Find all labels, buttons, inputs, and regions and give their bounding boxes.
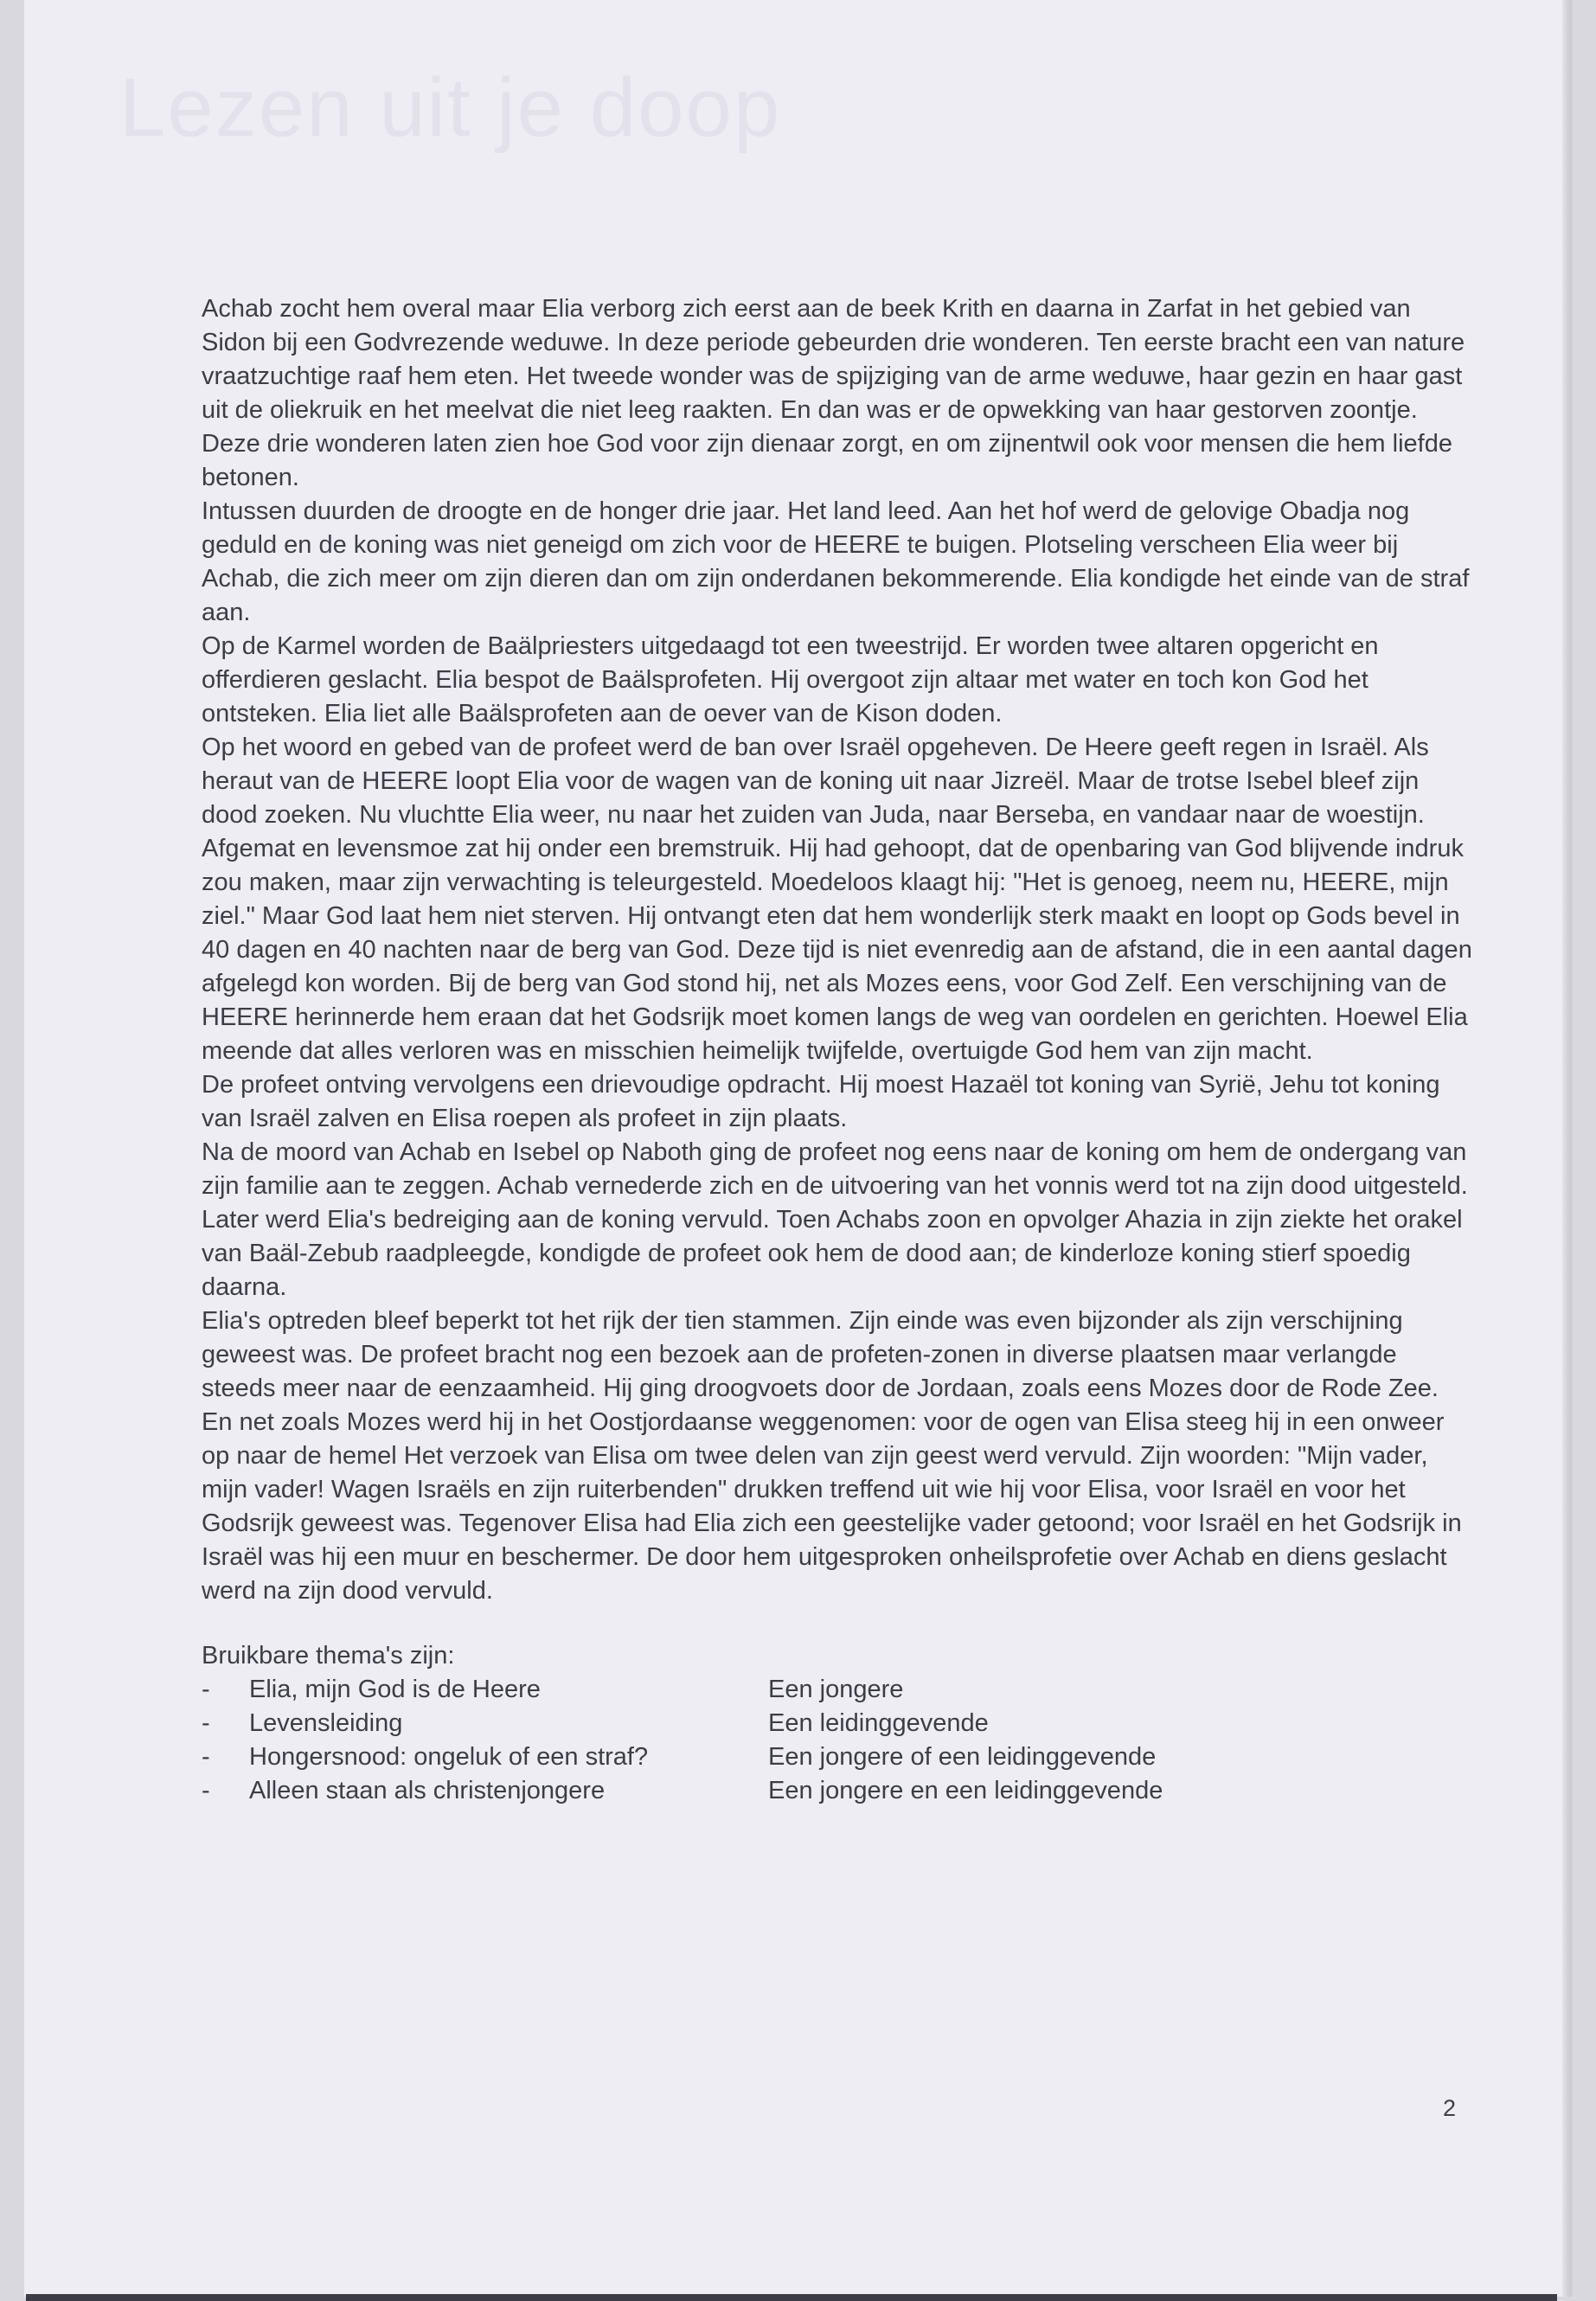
list-item — [202, 1774, 1473, 1808]
paragraph: Op het woord en gebed van de profeet werd de ban over Israël opgeheven. De Heere geeft regen in Israël. Als heraut van de HEERE loopt Elia voor de wagen van de koning uit naar Jizreël. Maar de trotse Isebel bleef zijn dood zoeken. Nu vluchtte Elia weer, nu naar het zuiden van Juda, naar Berseba, en vandaar naar de woestijn. Afgemat en levensmoe zat hij onder een bremstruik. Hij had gehoopt, dat de openbaring van God blijvende indruk zou maken, maar zijn verwachting is teleurgesteld. Moedeloos klaagt hij: "Het is genoeg, neem nu, HEERE, mijn ziel." Maar God laat hem niet sterven. Hij ontvangt eten dat hem wonderlijk sterk maakt en loopt op Gods bevel in 40 dagen en 40 nachten naar de berg van God. Deze tijd is niet evenredig aan de afstand, die in een aantal dagen afgelegd kon worden. Bij de berg van God stond hij, net als Mozes eens, voor God Zelf. Een verschijning van de HEERE herinnerde hem eraan dat het Godsrijk moet komen langs de weg van oordelen en gerichten. Hoewel Elia meende dat alles verloren was en misschien heimelijk twijfelde, overtuigde God hem van zijn macht. — [202, 734, 1472, 1065]
scan-bottom-edge — [26, 2294, 1557, 2301]
paragraph: Na de moord van Achab en Isebel op Naboth ging de profeet nog eens naar de koning om hem de ondergang van zijn familie aan te zeggen. Achab vernederde zich en de uitvoering van het vonnis werd tot na zijn dood uitgesteld. Later werd Elia's bedreiging aan de koning vervuld. Toen Achabs zoon en opvolger Ahazia in zijn ziekte het orakel van Baäl-Zebub raadpleegde, kondigde de profeet ook hem de dood aan; de kinderloze koning stierf spoedig daarna. — [202, 1138, 1468, 1301]
themes-list — [202, 1673, 1473, 1808]
theme-audience: Een jongere of een leidinggevende — [768, 1743, 1157, 1771]
themes-heading: Bruikbare thema's zijn: — [202, 1642, 455, 1670]
paragraph: Intussen duurden de droogte en de honger drie jaar. Het land leed. Aan het hof werd de gelovige Obadja nog geduld en de koning was niet geneigd om zich voor de HEERE te buigen. Plotseling verscheen Elia weer bij Achab, die zich meer om zijn dieren dan om zijn onderdanen bekommerende. Elia kondigde het einde van de straf aan. — [202, 497, 1470, 626]
theme-audience: Een jongere — [768, 1676, 904, 1703]
bullet-dash: - — [202, 1709, 210, 1737]
theme-title: Levensleiding — [249, 1709, 403, 1737]
page-number: 2 — [1443, 2095, 1457, 2121]
paragraph: Op de Karmel worden de Baälpriesters uitgedaagd tot een tweestrijd. Er worden twee altaren opgericht en offerdieren geslacht. Elia bespot de Baälsprofeten. Hij overgoot zijn altaar met water en toch kon God het ontsteken. Elia liet alle Baälsprofeten aan de oever van de Kison doden. — [202, 632, 1379, 727]
themes-section — [202, 1639, 1473, 1808]
theme-title: Alleen staan als christenjongere — [249, 1777, 606, 1804]
list-item — [202, 1740, 1473, 1774]
theme-audience: Een jongere en een leidinggevende — [768, 1777, 1163, 1804]
paragraph: Elia's optreden bleef beperkt tot het rijk der tien stammen. Zijn einde was even bijzonder als zijn verschijning geweest was. De profeet bracht nog een bezoek aan de profeten-zonen in diverse plaatsen maar verlangde steeds meer naar de eenzaamheid. Hij ging droogvoets door de Jordaan, zoals eens Mozes door de Rode Zee. En net zoals Mozes werd hij in het Oostjordaanse weggenomen: voor de ogen van Elisa steeg hij in een onweer op naar de hemel Het verzoek van Elisa om twee delen van zijn geest werd vervuld. Zijn woorden: "Mijn vader, mijn vader! Wagen Israëls en zijn ruiterbenden" drukken treffend uit wie hij voor Elisa, voor Israël en voor het Godsrijk geweest was. Tegenover Elisa had Elia zich een geestelijke vader getoond; voor Israël en het Godsrijk in Israël was hij een muur en beschermer. De door hem uitgesproken onheilsprofetie over Achab en diens geslacht werd na zijn dood vervuld. — [202, 1307, 1462, 1605]
list-item — [202, 1673, 1473, 1707]
theme-title: Hongersnood: ongeluk of een straf? — [249, 1743, 649, 1771]
list-item — [202, 1707, 1473, 1740]
paragraph: Achab zocht hem overal maar Elia verborg zich eerst aan de beek Krith en daarna in Zarfat in het gebied van Sidon bij een Godvrezende weduwe. In deze periode gebeurden drie wonderen. Ten eerste bracht een van nature vraatzuchtige raaf hem eten. Het tweede wonder was de spijziging van de arme weduwe, haar gezin en haar gast uit de oliekruik en het meelvat die niet leeg raakten. En dan was er de opwekking van haar gestorven zoontje. Deze drie wonderen laten zien hoe God voor zijn dienaar zorgt, en om zijnentwil ook voor mensen die hem liefde betonen. — [202, 295, 1465, 491]
show-through-text: Lezen uit je doop — [119, 61, 782, 154]
theme-audience: Een leidinggevende — [768, 1709, 989, 1737]
bullet-dash: - — [202, 1743, 210, 1771]
theme-title: Elia, mijn God is de Heere — [249, 1676, 541, 1703]
paragraph: De profeet ontving vervolgens een drievoudige opdracht. Hij moest Hazaël tot koning van Syrië, Jehu tot koning van Israël zalven en Elisa roepen als profeet in zijn plaats. — [202, 1071, 1440, 1132]
bullet-dash: - — [202, 1676, 210, 1703]
page — [24, 0, 1571, 2297]
bullet-dash: - — [202, 1777, 210, 1804]
page-edge-shadow — [1562, 0, 1571, 2297]
article-body — [202, 292, 1473, 1808]
